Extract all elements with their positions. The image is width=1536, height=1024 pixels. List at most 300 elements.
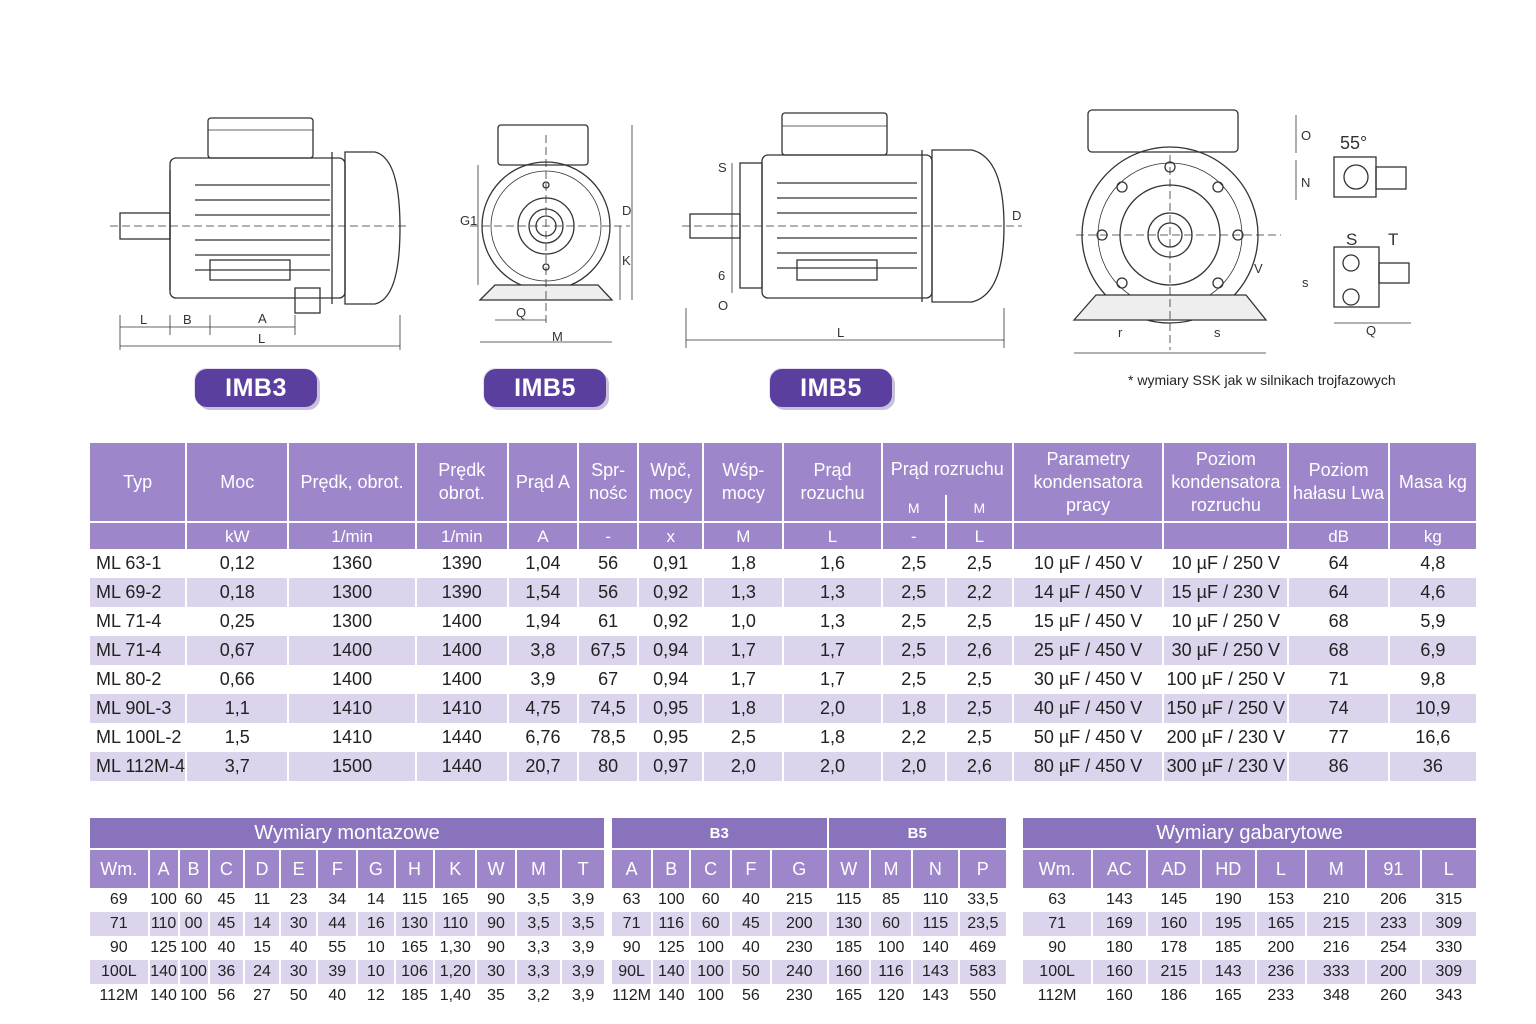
table-cell: 1,1 (187, 694, 287, 723)
table-cell: 63 (1048, 891, 1066, 908)
badge-imb5-side: IMB5 (770, 369, 892, 407)
table-cell: 333 (1307, 960, 1365, 984)
table-row (612, 936, 1006, 960)
dim-label: Q (516, 305, 527, 320)
table-cell: 1400 (289, 636, 414, 665)
table-cell: 2,0 (784, 752, 880, 781)
imb5-side-drawing (682, 108, 1022, 353)
table-cell: 1,54 (509, 578, 577, 607)
table-cell: 9,8 (1420, 669, 1446, 689)
table-cell: 1400 (417, 636, 507, 665)
table-row (90, 665, 1476, 694)
table-cell: 3,9 (530, 669, 556, 689)
table-cell: 0,12 (219, 553, 255, 573)
column-header: HD (1202, 848, 1254, 888)
table-cell: 50 (289, 987, 308, 1004)
table-cell: 116 (653, 912, 689, 936)
table-cell: 1,3 (784, 578, 880, 607)
table-cell: 2,0 (784, 694, 880, 723)
table-row (90, 752, 1476, 781)
table-cell: 1,3 (820, 611, 846, 631)
table-cell: 90 (487, 939, 505, 956)
table-cell: 0,92 (653, 611, 689, 631)
table-cell: 1,94 (525, 611, 561, 631)
table-cell: 160 (1148, 912, 1200, 936)
table-cell: 11 (253, 891, 271, 908)
table-cell: 2,6 (947, 636, 1012, 665)
column-header: F (732, 848, 770, 888)
unit (1014, 521, 1162, 549)
dim-label: B (183, 312, 192, 327)
table-cell: 00 (180, 912, 208, 936)
column-header: K (435, 848, 475, 888)
dim-label: Q (1366, 323, 1377, 338)
table-cell: 68 (1328, 611, 1349, 631)
table-cell: 0,94 (653, 669, 689, 689)
table-cell: 240 (772, 960, 826, 984)
table-cell: 80 (579, 752, 637, 781)
unit: 1/min (417, 521, 507, 549)
table-cell: 0,95 (639, 694, 702, 723)
table-cell: 36 (210, 960, 244, 984)
mount-title: Wymiary montazowe (90, 818, 604, 848)
unit: x (639, 521, 702, 549)
table-cell: 169 (1093, 912, 1145, 936)
table-cell: 100 (697, 939, 724, 956)
table-cell: 30 µF / 450 V (1033, 669, 1143, 689)
table-cell: 15 µF / 230 V (1164, 578, 1287, 607)
table-cell: 120 (877, 987, 905, 1004)
unit: M (704, 521, 782, 549)
table-cell: 330 (1435, 939, 1463, 956)
table-cell: 30 (281, 960, 317, 984)
table-cell: 56 (579, 578, 637, 607)
table-cell: 67 (598, 669, 619, 689)
unit: L (947, 521, 1012, 549)
table-cell: 14 µF / 450 V (1014, 578, 1162, 607)
table-cell: 40 µF / 450 V (1014, 694, 1162, 723)
table-row (90, 912, 604, 936)
dim-label: s (1302, 275, 1309, 290)
dim-label: D (1012, 208, 1022, 223)
dim-label: L (837, 325, 845, 340)
gab-table (1021, 818, 1478, 1008)
col-halas: Poziom hałasu Lwa (1293, 460, 1385, 503)
table-cell: 30 (477, 960, 515, 984)
table-cell: 115 (835, 891, 862, 908)
table-cell: 0,95 (653, 727, 689, 747)
table-cell: 10 µF / 250 V (1171, 553, 1281, 573)
table-row (90, 723, 1476, 752)
table-cell: 100 µF / 250 V (1166, 669, 1286, 689)
table-cell: 3,3 (517, 960, 561, 984)
table-cell: 315 (1435, 891, 1463, 908)
table-row (612, 960, 1006, 984)
table-cell: 90 (622, 939, 641, 956)
table-cell: 74 (1289, 694, 1387, 723)
table-cell: 348 (1322, 987, 1350, 1004)
table-cell: 74,5 (579, 694, 637, 723)
table-row (90, 549, 1476, 578)
table-cell: 24 (245, 960, 279, 984)
dim-label: 55° (1340, 133, 1368, 153)
col-kondensator-pracy: Parametry kondensatora pracy (1033, 448, 1143, 515)
table-cell: 1400 (441, 611, 482, 631)
b3b5-table (610, 818, 1008, 1008)
table-cell: 3,2 (527, 987, 550, 1004)
table-cell: 25 µF / 450 V (1014, 636, 1162, 665)
table-cell: 0,91 (653, 553, 689, 573)
col-prad: Prąd A (515, 471, 570, 492)
table-cell: 12 (366, 987, 385, 1004)
column-header: M (517, 848, 561, 888)
table-cell: 2,5 (901, 611, 927, 631)
table-cell: 106 (396, 960, 434, 984)
table-cell: 1390 (441, 553, 482, 573)
table-cell: 0,94 (639, 636, 702, 665)
column-header: C (691, 848, 729, 888)
table-cell: 64 (1289, 578, 1387, 607)
table-cell: 100L (1023, 960, 1091, 984)
dim-label: T (1388, 230, 1399, 249)
table-cell: 1,6 (820, 553, 846, 573)
table-cell: 185 (1214, 939, 1242, 956)
dim-label: s (1214, 325, 1221, 340)
table-cell: 39 (318, 960, 356, 984)
table-row (612, 984, 1006, 1008)
table-cell: 90 (1048, 939, 1066, 956)
table-cell: 110 (150, 912, 178, 936)
table-cell: 550 (969, 987, 997, 1004)
table-cell: 60 (701, 891, 720, 908)
table-cell: 140 (653, 960, 689, 984)
table-cell: 190 (1214, 891, 1242, 908)
unit (90, 521, 185, 549)
gab-title: Wymiary gabarytowe (1023, 818, 1476, 848)
table-cell: 260 (1380, 987, 1407, 1004)
table-cell: 153 (1267, 891, 1295, 908)
table-cell: 10 (366, 939, 385, 956)
table-cell: 100 (691, 960, 729, 984)
dim-label: O (1301, 128, 1312, 143)
table-cell: 20,7 (509, 752, 577, 781)
table-cell: 80 µF / 450 V (1014, 752, 1162, 781)
table-cell: 3,9 (562, 960, 604, 984)
sub-m: M (907, 499, 920, 516)
table-row (612, 888, 1006, 912)
table-cell: 67,5 (579, 636, 637, 665)
table-cell: 165 (441, 891, 469, 908)
table-cell: 1,5 (224, 727, 250, 747)
table-cell: 3,9 (572, 891, 595, 908)
table-cell: 5,9 (1420, 611, 1446, 631)
table-cell: 34 (328, 891, 347, 908)
table-cell: 143 (1202, 960, 1254, 984)
table-row (1023, 984, 1476, 1008)
column-header: M (1307, 848, 1365, 888)
table-cell: 90 (487, 891, 505, 908)
table-cell: 1440 (417, 752, 507, 781)
table-cell: 45 (217, 891, 236, 908)
column-header: N (913, 848, 957, 888)
column-header: A (150, 848, 178, 888)
table-cell: 2,5 (966, 727, 992, 747)
table-row (90, 888, 604, 912)
table-cell: 1,30 (439, 939, 471, 956)
table-cell: 50 (732, 960, 770, 984)
unit: 1/min (289, 521, 414, 549)
table-cell: 50 µF / 450 V (1033, 727, 1143, 747)
table-cell: 1300 (332, 611, 373, 631)
table-cell: 1500 (289, 752, 414, 781)
table-cell: 2,0 (704, 752, 782, 781)
dim-label: O (718, 298, 729, 313)
table-cell: 230 (785, 987, 813, 1004)
table-cell: 60 (691, 912, 729, 936)
table-cell: 165 (401, 939, 428, 956)
table-cell: 100 (657, 891, 685, 908)
table-cell: 1,7 (730, 669, 756, 689)
table-cell: 1,7 (704, 636, 782, 665)
table-cell: 165 (1214, 987, 1242, 1004)
column-header: M (871, 848, 911, 888)
table-cell: ML 112M-4 (90, 752, 185, 781)
unit: dB (1289, 521, 1387, 549)
table-cell: 115 (913, 912, 957, 936)
table-cell: 140 (150, 987, 177, 1004)
table-cell: 130 (829, 912, 869, 936)
table-cell: 1400 (332, 669, 373, 689)
table-cell: 3,9 (572, 987, 595, 1004)
table-cell: 233 (1367, 912, 1419, 936)
table-cell: 165 (835, 987, 863, 1004)
table-cell: 55 (328, 939, 347, 956)
table-row (1023, 912, 1476, 936)
table-row (90, 694, 1476, 723)
table-cell: 1,40 (439, 987, 471, 1004)
table-cell: 3,3 (527, 939, 550, 956)
table-cell: 230 (785, 939, 813, 956)
table-cell: 2,5 (730, 727, 756, 747)
table-cell: 140 (657, 987, 685, 1004)
unit: A (509, 521, 577, 549)
table-cell: 1,8 (820, 727, 846, 747)
table-cell: 115 (401, 891, 428, 908)
table-cell: 40 (742, 939, 760, 956)
table-row (90, 636, 1476, 665)
table-cell: 2,5 (947, 694, 1012, 723)
table-cell: 216 (1322, 939, 1350, 956)
table-cell: 150 µF / 250 V (1164, 694, 1287, 723)
table-cell: 0,67 (187, 636, 287, 665)
table-cell: 61 (598, 611, 619, 631)
table-cell: 1,7 (784, 636, 880, 665)
table-cell: 100L (90, 960, 148, 984)
col-moc: Moc (220, 471, 255, 492)
table-cell: 185 (401, 987, 428, 1004)
table-row (90, 960, 604, 984)
unit: kW (187, 521, 287, 549)
table-row (1023, 960, 1476, 984)
table-cell: ML 63-1 (96, 553, 162, 573)
table-cell: 86 (1289, 752, 1387, 781)
col-masa: Masa kg (1398, 471, 1467, 492)
col-wsp-mocy-2: Wśp-mocy (721, 460, 765, 503)
table-cell: 33,5 (967, 891, 999, 908)
table-cell: ML 100L-2 (96, 727, 182, 747)
table-cell: 2,5 (883, 578, 945, 607)
spec-table (88, 443, 1478, 781)
table-cell: 185 (835, 939, 863, 956)
table-cell: 36 (1390, 752, 1476, 781)
table-cell: 40 (217, 939, 236, 956)
table-cell: 3,9 (572, 939, 595, 956)
column-header: Wm. (90, 848, 148, 888)
table-cell: 4,8 (1420, 553, 1446, 573)
table-row (90, 984, 604, 1008)
table-cell: 110 (435, 912, 475, 936)
table-cell: 69 (109, 891, 128, 908)
table-cell: 16 (358, 912, 394, 936)
table-cell: 140 (922, 939, 949, 956)
col-prad-rozuchu: Prąd rozuchu (800, 460, 865, 503)
table-cell: 143 (913, 960, 957, 984)
dim-label: r (1118, 325, 1123, 340)
table-cell: 1,8 (730, 553, 756, 573)
table-cell: 4,75 (509, 694, 577, 723)
table-cell: ML 71-4 (96, 611, 162, 631)
dim-label: 6 (718, 268, 726, 283)
table-cell: 1390 (417, 578, 507, 607)
table-cell: 10 µF / 250 V (1171, 611, 1281, 631)
table-cell: 1410 (289, 694, 414, 723)
column-header: Wm. (1023, 848, 1091, 888)
table-cell: 2,2 (901, 727, 927, 747)
table-cell: 0,92 (639, 578, 702, 607)
table-cell: 215 (1307, 912, 1365, 936)
table-cell: 15 µF / 450 V (1033, 611, 1143, 631)
table-cell: 30 (281, 912, 317, 936)
table-cell: 45 (210, 912, 244, 936)
table-cell: 200 (772, 912, 826, 936)
table-cell: 300 µF / 230 V (1164, 752, 1287, 781)
table-cell: 160 (1093, 960, 1145, 984)
table-cell: 30 µF / 250 V (1164, 636, 1287, 665)
table-cell: 40 (289, 939, 308, 956)
column-header: AD (1148, 848, 1200, 888)
table-cell: 85 (882, 891, 900, 908)
table-cell: 1,7 (820, 669, 846, 689)
unit: L (784, 521, 880, 549)
table-cell: 100 (180, 987, 207, 1004)
table-cell: 71 (1023, 912, 1091, 936)
column-header: W (477, 848, 515, 888)
table-cell: 100 (180, 939, 207, 956)
table-cell: 60 (184, 891, 203, 908)
dim-label: G1 (460, 213, 478, 228)
column-header: E (281, 848, 317, 888)
table-cell: 3,8 (509, 636, 577, 665)
column-header: G (358, 848, 394, 888)
dim-label: N (1301, 175, 1311, 190)
table-cell: 143 (1106, 891, 1133, 908)
unit: - (883, 521, 945, 549)
column-header: AC (1093, 848, 1145, 888)
table-cell: 2,5 (966, 669, 992, 689)
table-cell: 125 (657, 939, 685, 956)
table-cell: 100 (180, 960, 208, 984)
table-cell: 1410 (417, 694, 507, 723)
table-cell: 210 (1322, 891, 1350, 908)
table-cell: 130 (396, 912, 434, 936)
table-cell: 1,04 (525, 553, 561, 573)
column-header: D (245, 848, 279, 888)
table-cell: 215 (1148, 960, 1200, 984)
table-cell: 6,9 (1390, 636, 1476, 665)
table-cell: 90L (612, 960, 651, 984)
table-cell: 1440 (441, 727, 482, 747)
table-cell: 215 (785, 891, 813, 908)
table-cell: 469 (969, 939, 997, 956)
table-cell: 112M (99, 987, 139, 1004)
column-header: T (562, 848, 604, 888)
table-cell: 78,5 (590, 727, 626, 747)
table-cell: 206 (1380, 891, 1407, 908)
col-predk1: Prędk, obrot. (300, 471, 404, 492)
badge-imb5-front: IMB5 (484, 369, 606, 407)
column-header: P (960, 848, 1006, 888)
table-cell: 112M (612, 987, 651, 1004)
table-cell: 16,6 (1415, 727, 1451, 747)
table-cell: 180 (1106, 939, 1133, 956)
table-cell: 1,0 (730, 611, 756, 631)
table-row (612, 912, 1006, 936)
table-cell: 1,20 (435, 960, 475, 984)
table-cell: 63 (622, 891, 641, 908)
column-header: B (180, 848, 208, 888)
table-cell: 186 (1160, 987, 1188, 1004)
table-cell: 27 (253, 987, 271, 1004)
table-cell: ML 80-2 (96, 669, 162, 689)
table-cell: 145 (1160, 891, 1188, 908)
table-cell: 1300 (289, 578, 414, 607)
table-cell: 160 (829, 960, 869, 984)
column-header: 91 (1367, 848, 1419, 888)
b5-title: B5 (829, 818, 1006, 848)
table-cell: 40 (742, 891, 760, 908)
table-cell: 1400 (441, 669, 482, 689)
table-cell: 110 (922, 891, 949, 908)
table-cell: 343 (1435, 987, 1463, 1004)
table-cell: 309 (1422, 912, 1476, 936)
col-predk2: Prędk obrot. (438, 460, 486, 503)
table-cell: 10 µF / 450 V (1033, 553, 1143, 573)
table-cell: 2,5 (901, 553, 927, 573)
table-row (1023, 888, 1476, 912)
table-cell: 10 (358, 960, 394, 984)
table-cell: 200 (1367, 960, 1419, 984)
table-cell: 44 (318, 912, 356, 936)
table-cell: 1,8 (704, 694, 782, 723)
dim-label: L (258, 331, 266, 346)
table-cell: 15 (253, 939, 271, 956)
column-header: L (1257, 848, 1306, 888)
table-cell: 3,5 (527, 891, 550, 908)
table-row (1023, 936, 1476, 960)
table-cell: 14 (245, 912, 279, 936)
table-cell: ML 90L-3 (90, 694, 185, 723)
unit: - (579, 521, 637, 549)
